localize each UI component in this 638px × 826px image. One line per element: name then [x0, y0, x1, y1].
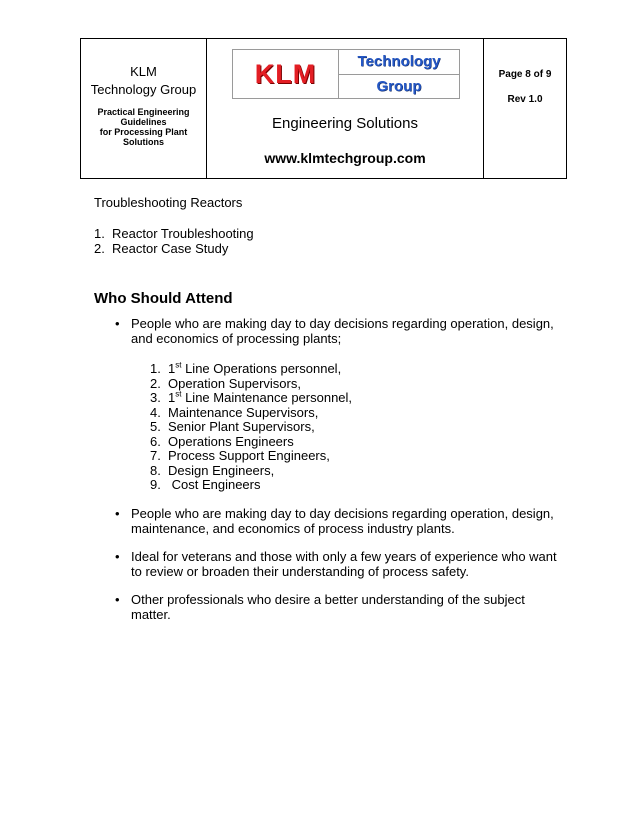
section-intro: Troubleshooting Reactors: [94, 195, 243, 210]
list-number: 1.: [150, 361, 161, 376]
roles-list: [131, 362, 564, 493]
ordinal-suffix: st: [175, 360, 182, 370]
ordinal-suffix: st: [175, 389, 182, 399]
klm-logo: [232, 49, 460, 99]
guidelines-line4: Solutions: [123, 137, 164, 147]
list-number: 9.: [150, 477, 161, 492]
list-item: [150, 420, 564, 435]
list-text: Operation Supervisors,: [168, 375, 301, 391]
guidelines-line2: Guidelines: [120, 117, 167, 127]
guidelines-line1: Practical Engineering: [97, 107, 190, 117]
list-item: [94, 226, 564, 241]
bullet-icon: •: [115, 591, 120, 607]
list-text: [168, 391, 352, 406]
ordinal-number: 1: [168, 390, 176, 405]
document-header: [80, 38, 567, 179]
org-name-line2: Technology Group: [90, 82, 197, 97]
list-text: Process Support Engineers,: [168, 448, 330, 463]
list-number: 3.: [150, 390, 161, 405]
bullet-content: [131, 316, 564, 493]
list-item: [150, 449, 564, 464]
org-name-line1: KLM: [130, 64, 157, 79]
list-text: Cost Engineers: [168, 477, 261, 492]
logo-technology-text: Technology: [339, 50, 459, 75]
list-item: [150, 362, 564, 377]
header-page-cell: [484, 39, 566, 178]
role-text: Line Maintenance personnel,: [181, 390, 353, 405]
bullet-icon: •: [115, 316, 120, 331]
logo-klm-text: KLM: [233, 50, 339, 98]
list-item: [150, 406, 564, 421]
role-text: Line Operations personnel,: [181, 361, 342, 376]
header-org-cell: [81, 39, 207, 178]
engineering-solutions-subtitle: Engineering Solutions: [272, 115, 418, 132]
list-number: 7.: [150, 448, 161, 463]
list-text: Maintenance Supervisors,: [168, 404, 319, 420]
document-body: [94, 195, 564, 635]
list-text: Operations Engineers: [168, 433, 294, 449]
list-text: Design Engineers,: [168, 462, 275, 478]
guidelines-line3: for Processing Plant: [99, 127, 188, 137]
list-item: [150, 464, 564, 479]
header-logo-cell: [207, 39, 484, 178]
list-item: [94, 241, 564, 256]
who-should-attend-heading: Who Should Attend: [94, 290, 233, 307]
list-number: 5.: [150, 419, 161, 434]
list-item: [150, 391, 564, 406]
list-item: [150, 435, 564, 450]
bullet-item: [94, 592, 564, 622]
logo-group-text: Group: [376, 77, 422, 95]
list-item: [150, 377, 564, 392]
list-item: [150, 478, 564, 493]
list-number: 1.: [94, 226, 105, 241]
topic-list: [94, 226, 564, 256]
ordinal-number: 1: [168, 361, 176, 376]
list-text: Senior Plant Supervisors,: [168, 419, 315, 434]
bullet-icon: •: [115, 505, 120, 521]
list-text: Reactor Case Study: [112, 241, 229, 256]
bullet-text: Other professionals who desire a better understanding of the subject matter.: [131, 591, 525, 622]
guidelines-title: [81, 107, 206, 147]
bullet-text: Ideal for veterans and those with only a few years of experience who want to review or broaden their understanding of process safety.: [131, 548, 557, 579]
page-number: Page 8 of 9: [498, 69, 552, 80]
bullet-text: People who are making day to day decisions regarding operation, design, maintenance, and economics of process industry plants.: [131, 505, 554, 536]
list-number: 6.: [150, 433, 161, 449]
revision-label: Rev 1.0: [507, 94, 543, 105]
bullet-item: [94, 506, 564, 536]
bullet-item: [94, 549, 564, 579]
website-link[interactable]: www.klmtechgroup.com: [264, 150, 426, 166]
bullet-text: People who are making day to day decisions regarding operation, design, and economics of processing plants;: [131, 316, 554, 346]
list-text: [168, 362, 341, 377]
list-number: 4.: [150, 404, 161, 420]
attendee-bullet-list: [94, 316, 564, 622]
list-number: 8.: [150, 462, 161, 478]
bullet-icon: •: [115, 548, 120, 564]
logo-right-panel: [339, 50, 459, 98]
list-text: Reactor Troubleshooting: [112, 226, 254, 241]
bullet-item: [94, 316, 564, 493]
list-number: 2.: [150, 375, 161, 391]
list-number: 2.: [94, 241, 105, 256]
